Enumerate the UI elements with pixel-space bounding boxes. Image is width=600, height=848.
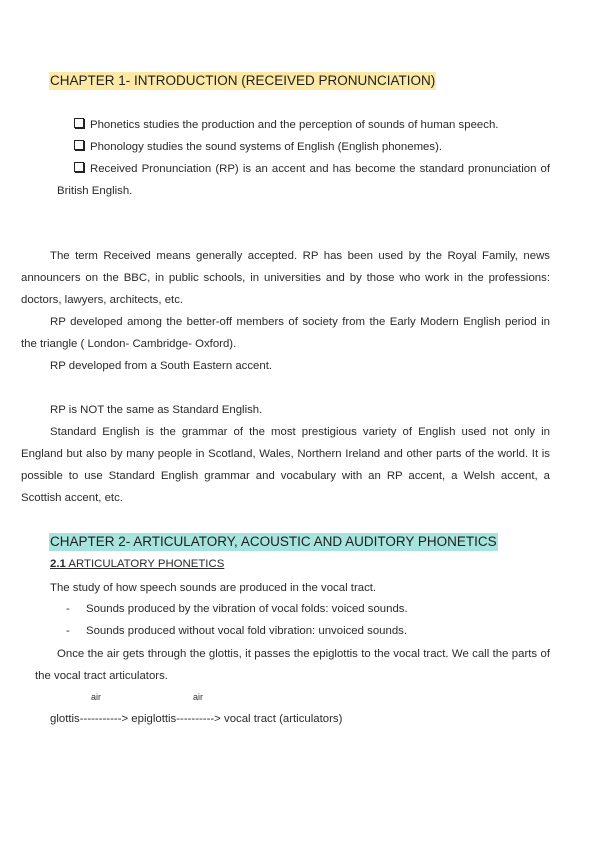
bullet-text: Phonetics studies the production and the perception of sounds of human speech.: [90, 119, 499, 131]
paragraph-rp-not-standard: RP is NOT the same as Standard English.: [50, 404, 263, 416]
airflow-diagram-line: glottis-----------> epiglottis----------> vocal tract (articulators): [50, 713, 343, 725]
section-2-1-title: [50, 555, 224, 573]
section-label: ARTICULATORY PHONETICS: [65, 558, 225, 570]
paragraph-air-path: Once the air gets through the glottis, it passes the epiglottis to the vocal tract. We call the parts of the vocal tract articulators.: [35, 648, 550, 682]
section-number: 2.1: [50, 558, 66, 570]
section-intro: The study of how speech sounds are produced in the vocal tract.: [50, 582, 377, 594]
paragraph-received-meaning: The term Received means generally accepted. RP has been used by the Royal Family, news announcers on the BBC, in public schools, in universities and by those who work in the professions: doctors, lawyers, architects, etc.: [21, 250, 550, 306]
dash-bullet: -: [66, 603, 70, 615]
chapter-1-bullet-list: [57, 114, 550, 202]
checkbox-bullet-icon: [74, 118, 84, 128]
bullet-item-rp: [57, 158, 550, 202]
bullet-item-phonology: [57, 136, 550, 158]
paragraph-standard-english: Standard English is the grammar of the most prestigious variety of English used not only in England but also by many people in Scotland, Wales, Northern Ireland and other parts of the world. It is possible to use Standard English grammar and vocabulary with an RP accent, a Welsh accent, a Scottish accent, etc.: [21, 426, 550, 504]
checkbox-bullet-icon: [74, 162, 84, 172]
sound-types-list: [66, 598, 550, 642]
chapter-1-heading: CHAPTER 1- INTRODUCTION (RECEIVED PRONUNCIATION): [50, 73, 436, 88]
checkbox-bullet-icon: [74, 140, 84, 150]
dash-bullet: -: [66, 625, 70, 637]
paragraph-rp-accent-origin: RP developed from a South Eastern accent.: [50, 360, 273, 372]
list-item-unvoiced: [66, 620, 550, 642]
air-label-2: air: [193, 692, 204, 702]
air-label-1: air: [91, 692, 102, 702]
bullet-text: Phonology studies the sound systems of English (English phonemes).: [90, 141, 443, 153]
list-item-text: Sounds produced by the vibration of vocal folds: voiced sounds.: [86, 603, 408, 615]
chapter-1-body: [21, 245, 550, 377]
list-item-voiced: [66, 598, 550, 620]
paragraph-rp-development: RP developed among the better-off members of society from the Early Modern English period in the triangle ( London- Cambridge- Oxford).: [21, 316, 550, 350]
bullet-item-phonetics: [57, 114, 550, 136]
chapter-1-body-2: [21, 399, 550, 509]
bullet-text: Received Pronunciation (RP) is an accent and has become the standard pronunciation of British English.: [57, 163, 550, 197]
list-item-text: Sounds produced without vocal fold vibration: unvoiced sounds.: [86, 625, 408, 637]
chapter-2-heading: CHAPTER 2- ARTICULATORY, ACOUSTIC AND AUDITORY PHONETICS: [50, 534, 497, 549]
